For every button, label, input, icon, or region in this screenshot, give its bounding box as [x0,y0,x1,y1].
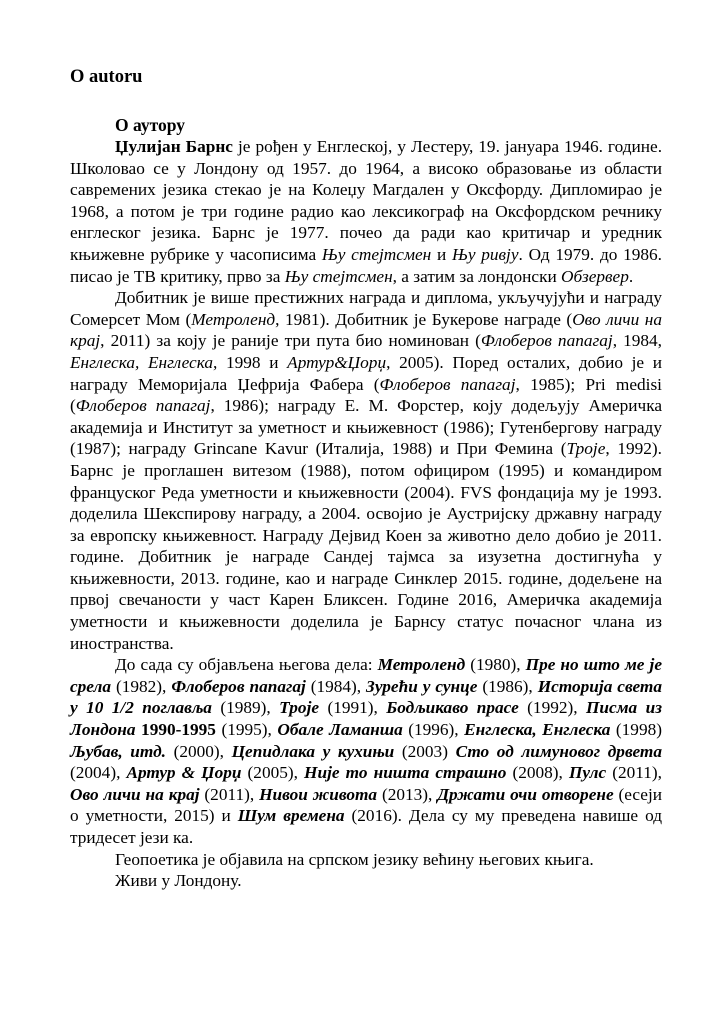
biography-paragraph: Џулијан Барнс је рођен у Енглеској, у Лестеру, 19. јануара 1946. године. Школовао се у Лондону од 1957. до 1964, а високо образовање из области савремених језика стекао је на Колеџу Магдален у Оксфорду. Дипломирао је 1968, а потом је три године радио као лексикограф на Оксфордском речнику енглеског језика. Барнс је 1977. почео да ради као критичар и уредник књижевне рубрике у часописима Њу стејтсмен и Њу ривју. Од 1979. до 1986. писао је ТВ критику, прво за Њу стејтсмен, а затим за лондонски Обзервер. [70,137,663,286]
work-title: Нивои живота [259,784,378,804]
awards-paragraph: Добитник је више престижних награда и диплома, укључујући и награду Сомерсет Мом (Метроленд, 1981). Добитник је Букерове награде (Ово личи на крај, 2011) за коју је раније три пута био номинован (Флоберов папагај, 1984, Енглеска, Енглеска, 1998 и Артур&Џорџ, 2005). Поред осталих, добио је и награду Меморијала Џефрија Фабера (Флоберов папагај, 1985); Pri medisi (Флоберов папагај, 1986); награду Е. М. Форстер, коју додељују Америчка академија и Институт за уметност и књижевност (1986); Гутенбергову награду (1987); награду Grincane Kavur (Италија, 1988) и При Фемина (Троје, 1992). Барнс је проглашен витезом (1988), потом официром (1995) и командиром француског Реда уметности и књижевности (2004). FVS фондација му је 1993. доделила Шекспирову награду, а 2004. освојио је Аустријску државну награду за европску књижевност. Награду Дејвид Коен за животно дело добио је 2011. године. Добитник је награде Сандеј тајмса за изузетна достигнућа у књижевности, 2013. године, као и награде Синклер 2015. године, додељене на првој свечаности у част Карен Бликсен. Године 2016, Америчка академија уметности и књижевности доделила је Барнсу статус почасног члана из иностранства. [70,288,663,653]
page-heading: O autoru [70,67,143,87]
page [70,66,662,892]
work-title: Зурећи у сунце [366,676,478,696]
publisher-note: Геопоетика је објавила на српском језику већину његових књига. [115,849,594,869]
work-title: Обале Ламанша [277,720,403,740]
work-title: Троје [279,698,320,718]
work-title: Писма из Лондона [70,698,662,740]
work-title: Енглеска, Енглеска [464,720,611,740]
work-title: Држати очи отворене [437,784,614,804]
work-title: Ово личи на крај [70,784,200,804]
work-title: Бодљикаво прасе [386,698,519,718]
residence-note: Живи у Лондону. [115,871,242,891]
work-title: Сто од лимуновог дрвета [455,741,662,761]
works-paragraph: До сада су објављена његова дела: Метроленд (1980), Пре но што ме је срела (1982), Флоберов папагај (1984), Зурећи у сунце (1986), Историја света у 10 1/2 поглавља (1989), Троје (1991), Бодљикаво прасе (1992), Писма из Лондона 1990-1995 (1995), Обале Ламанша (1996), Енглеска, Енглеска (1998) Љубав, итд. (2000), Цепидлака у кухињи (2003) Сто од лимуновог дрвета (2004), Артур & Џорџ (2005), Није то ништа страшно (2008), Пулс (2011), Ово личи на крај (2011), Нивои живота (2013), Држати очи отворене (есеји о уметности, 2015) и Шум времена (2016). Дела су му преведена навише од тридесет јези ка. [70,655,662,847]
work-title: Цепидлака у кухињи [231,741,395,761]
work-title: Није то ништа страшно [304,763,507,783]
section-title: О аутору [115,115,185,135]
work-title: Историја света у 10 1/2 поглавља [70,676,662,718]
author-name: Џулијан Барнс [115,137,233,156]
work-title-years: 1990-1995 [141,720,216,740]
work-title: Артур & Џорџ [126,763,242,783]
work-title: Флоберов папагај [171,676,306,696]
work-title: Љубав, итд. [70,741,166,761]
work-title: Шум времена [237,806,345,826]
work-title: Метроленд [377,655,466,675]
work-title: Пулс [568,763,607,783]
work-title: Пре но што ме је срела [70,655,662,696]
